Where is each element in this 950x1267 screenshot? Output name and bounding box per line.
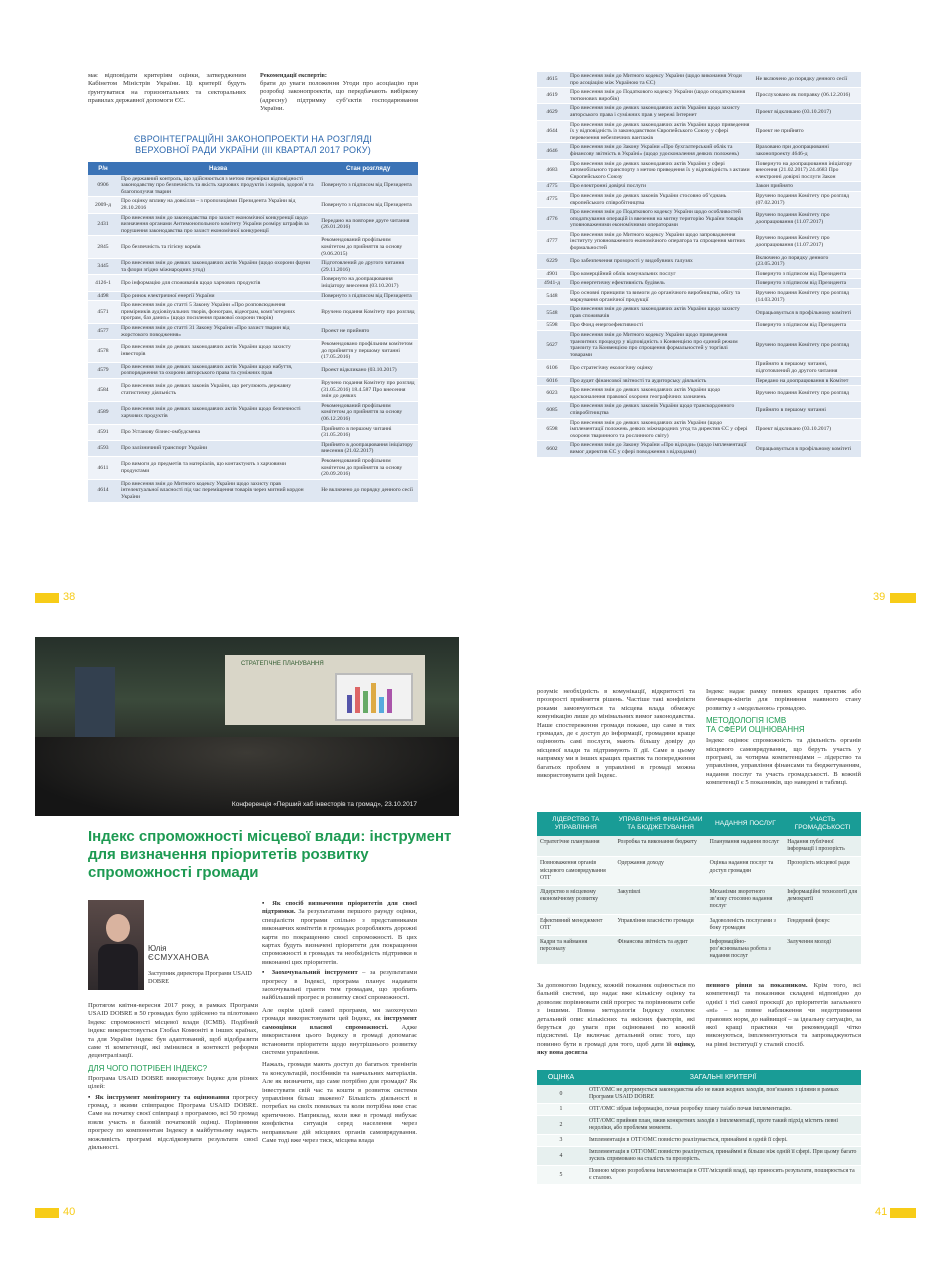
table-row bbox=[88, 457, 418, 480]
bill-title: Про основні принципи та вимоги до органічного виробництва, обігу та маркування органічної продукції bbox=[567, 289, 753, 305]
bill-status: Вручено подання Комітету про розгляд bbox=[318, 301, 418, 324]
table-row bbox=[88, 259, 418, 275]
article-title: Індекс спроможності місцевої влади: інструмент для визначення пріоритетів розвитку спроможності громади bbox=[88, 828, 452, 881]
bill-status: Рекомендований профільним комітетом до прийняття за основу (9.06.2015) bbox=[318, 236, 418, 259]
bill-number: 4579 bbox=[88, 362, 118, 378]
bill-title: Про стратегічну екологічну оцінку bbox=[567, 360, 753, 376]
bill-number: 4615 bbox=[537, 72, 567, 88]
matrix-header-finance: УПРАВЛІННЯ ФІНАНСАМИ ТА БЮДЖЕТУВАННЯ bbox=[618, 816, 703, 831]
bill-number: 6106 bbox=[537, 360, 567, 376]
table-row bbox=[88, 323, 418, 339]
bill-number: 4126-1 bbox=[88, 275, 118, 291]
bill-title: Про інформацію для споживачів щодо харчових продуктів bbox=[118, 275, 318, 291]
author-first-name: Юлія bbox=[148, 944, 167, 953]
bill-title: Про внесення змін до Податкового кодексу України щодо особливостей оподаткування операцій із ввезення на митну територію України товарів уповноваженими економічними операторами bbox=[567, 208, 753, 231]
bill-number: 2845 bbox=[88, 236, 118, 259]
table-row bbox=[537, 88, 861, 104]
score-cell: 0 bbox=[537, 1085, 585, 1104]
leadership-cell: Кадри та наймання персоналу bbox=[537, 936, 614, 965]
table-row bbox=[537, 418, 861, 441]
bill-status: Проект відкликано (03.10.2017) bbox=[318, 362, 418, 378]
table-row bbox=[537, 279, 861, 289]
para2-tail: Адже використання цього Індексу в громаді допомагає встановити пріоритети щодо внутрішнього розвитку системи управління. bbox=[262, 1023, 417, 1056]
bill-title: Про внесення змін до деяких законодавчих актів України щодо захисту прав споживачів bbox=[567, 305, 753, 321]
table-row bbox=[537, 289, 861, 305]
page-40-col2 bbox=[262, 900, 417, 1145]
bill-status: Повернуто з підписом від Президента bbox=[318, 175, 418, 197]
bill-status: Прийнято в першому читанні (31.05.2016) bbox=[318, 424, 418, 440]
finance-cell: Фінансова звітність та аудит bbox=[614, 936, 706, 965]
bill-status: Опрацьовується в профільному комітеті bbox=[753, 305, 861, 321]
bill-number: 5448 bbox=[537, 289, 567, 305]
bill-status: Вручено подання Комітету про доопрацювання (11.07.2017) bbox=[753, 208, 861, 231]
bill-title: Про забезпечення прозорості у видобувних галузях bbox=[567, 253, 753, 269]
competencies-table bbox=[537, 812, 861, 965]
bill-title: Про аудит фінансової звітності та аудиторську діяльність bbox=[567, 376, 753, 386]
bills-table-left-body bbox=[88, 175, 418, 502]
table-row bbox=[537, 104, 861, 120]
bill-title: Про внесення змін до деяких законів України щодо транскордонного співробітництва bbox=[567, 402, 753, 418]
bill-title: Про оцінку впливу на довкілля – з пропозиціями Президента України від 28.10.2016 bbox=[118, 197, 318, 213]
subhead-why-index: ДЛЯ ЧОГО ПОТРІБЕН ІНДЕКС? bbox=[88, 1063, 208, 1073]
intro-text: має відповідати критеріям оцінки, затвердженим Кабінетом Міністрів України. Ці критерії будуть ґрунтуватися на горизонтальних та секторальних правилах державної допомоги ЄС. bbox=[88, 72, 246, 105]
bill-number: 4614 bbox=[88, 479, 118, 502]
participation-cell: Інформаційні технології для демократії bbox=[784, 886, 861, 915]
criteria-table-body bbox=[537, 1085, 861, 1185]
bill-title: Про внесення змін до Митного кодексу України щодо захисту прав інтелектуальної власності під час переміщення товарів через митний кордон України bbox=[118, 479, 318, 502]
bill-title: Про електронні довірчі послуги bbox=[567, 182, 753, 192]
bill-number: 4646 bbox=[537, 143, 567, 159]
page-40-body bbox=[88, 900, 258, 1153]
services-cell: Оцінка надання послуг та доступ громадян bbox=[707, 857, 785, 886]
bill-number: 4619 bbox=[537, 88, 567, 104]
bill-title: Про вимоги до предметів та матеріалів, що контактують з харчовими продуктами bbox=[118, 457, 318, 480]
page-number-40: 40 bbox=[63, 1206, 76, 1218]
bill-number: 4683 bbox=[537, 159, 567, 182]
bill-status: Включено до порядку денного (23.05.2017) bbox=[753, 253, 861, 269]
bill-status: Прийнято в доопрацювання ініціатору внесення (21.02.2017) bbox=[318, 440, 418, 456]
bill-number: 2009-д bbox=[88, 197, 118, 213]
criteria-cell: ОТГ/ОМС зібрав інформацію, почав розробку плану та/або почав імплементацію. bbox=[585, 1104, 861, 1116]
bill-title: Про комерційний облік комунальних послуг bbox=[567, 269, 753, 279]
conference-photo bbox=[35, 637, 459, 816]
bill-status: Повернуто з підписом від Президента bbox=[753, 279, 861, 289]
bill-status: Опрацьовується в профільному комітеті bbox=[753, 441, 861, 457]
bill-status: Вручено подання Комітету про розгляд (14.03.2017) bbox=[753, 289, 861, 305]
bill-title: Про внесення змін до деяких законодавчих актів України щодо захисту авторського права і суміжних прав у мережі Інтернет bbox=[567, 104, 753, 120]
bill-title: Про внесення змін до Закону України «Про бухгалтерський облік та фінансову звітність в Україні» (щодо удосконалення деяких положень) bbox=[567, 143, 753, 159]
criteria-table-wrap bbox=[537, 1070, 861, 1185]
bill-status: Прийнято в першому читанні bbox=[753, 402, 861, 418]
side-screen bbox=[75, 667, 115, 747]
bill-number: 4498 bbox=[88, 291, 118, 301]
participation-cell: Гендерний фокус bbox=[784, 914, 861, 935]
criteria-header-score: ОЦІНКА bbox=[547, 1074, 575, 1081]
table-row bbox=[537, 360, 861, 376]
bill-status: Вручено подання Комітету про розгляд (07.02.2017) bbox=[753, 191, 861, 207]
bill-number: 4584 bbox=[88, 379, 118, 402]
bill-title: Про залізничний транспорт України bbox=[118, 440, 318, 456]
bill-title: Про внесення змін до Митного кодексу України щодо запровадження інституту уповноваженого економічного оператора та спрощення митних формальностей bbox=[567, 230, 753, 253]
bill-status: Рекомендовано профільним комітетом до прийняття у першому читанні (17.05.2016) bbox=[318, 340, 418, 363]
services-cell: Планування надання послуг bbox=[707, 836, 785, 857]
bill-number: 4901 bbox=[537, 269, 567, 279]
finance-cell: Одержання доходу bbox=[614, 857, 706, 886]
bill-title: Про внесення змін до Митного кодексу України щодо приведення транзитних процедур у відповідність з Конвенцією про єдиний режим транзиту та Конвенцією про спрощення формальностей у торгівлі товарами bbox=[567, 331, 753, 360]
bill-title: Про внесення змін до Податкового кодексу України (щодо оподаткування тютюнових виробів) bbox=[567, 88, 753, 104]
paragraph-trainings: Нажаль, громади мають доступ до багатьох тренінгів та консультацій, посібників та навчальних матеріалів. Але як визначити, що саме потрібно для громади? Як інвестувати свій час та кошти в розвиток системи управління більш зважено? Більшість діяльності в потребах на своїх помилках та коли потрібна вже стає критичною. Наприклад, коли вже в громаді вибухає конфліктна ситуація серед населення через неправильне дій місцевих органів самоврядування. Саме тоді вже через тиск, місцева влада bbox=[262, 1061, 417, 1144]
bill-number: 4591 bbox=[88, 424, 118, 440]
matrix-header-services: НАДАННЯ ПОСЛУГ bbox=[714, 820, 776, 827]
bill-status: Повернуто з підписом від Президента bbox=[318, 197, 418, 213]
bill-status: Передано на доопрацювання в Комітет bbox=[753, 376, 861, 386]
table-row bbox=[537, 159, 861, 182]
table-row bbox=[88, 275, 418, 291]
bill-status: Повернуто з підписом від Президента bbox=[753, 321, 861, 331]
author-last-name: ЄСМУХАНОВА bbox=[148, 953, 210, 962]
table-row bbox=[537, 1135, 861, 1147]
participation-cell: Залучення молоді bbox=[784, 936, 861, 965]
stage-banner-text: СТРАТЕГІЧНЕ ПЛАНУВАННЯ bbox=[241, 661, 324, 667]
participation-cell: Надання публічної інформації і прозорість bbox=[784, 836, 861, 857]
bill-number: 4775 bbox=[537, 191, 567, 207]
table-row bbox=[88, 424, 418, 440]
bill-title: Про внесення змін до законодавства про захист економічної конкуренції щодо визначення органами Антимонопольного комітету України розміру штрафів за порушення законодавства про захист економічної конкуренції bbox=[118, 213, 318, 236]
participation-cell: Прозорість місцевої ради bbox=[784, 857, 861, 886]
table-row bbox=[537, 1166, 861, 1185]
recommendations-title: Рекомендації експертів: bbox=[260, 72, 327, 79]
table-row bbox=[88, 379, 418, 402]
criteria-cell: Імплементація в ОТГ/ОМС повністю реалізувається, принаймні в одній її сфері. bbox=[585, 1135, 861, 1147]
scale-text-left bbox=[537, 982, 695, 1058]
table-row bbox=[88, 301, 418, 324]
scale-text-right bbox=[706, 982, 861, 1058]
leadership-cell: Повноваження органів місцевого самоврядування ОТГ bbox=[537, 857, 614, 886]
bullet-priorities-bold: Як спосіб визначення пріоритетів для своєї підтримки. bbox=[262, 900, 417, 916]
photo-caption: Конференція «Перший хаб інвесторів та громад», 23.10.2017 bbox=[231, 801, 417, 808]
table-row bbox=[537, 230, 861, 253]
bill-status: Вручено подання Комітету про розгляд (31.05.2016) 18.4.587 Про внесення змін до деяких bbox=[318, 379, 418, 402]
bill-title: Про внесення змін до статті 5 Закону України «Про розповсюдження примірників аудіовізуальних творів, фонограм, відеограм, комп’ютерних програм, баз даних» (щодо посилення правової охорони творів) bbox=[118, 301, 318, 324]
bullet-monitoring-bold: Як інструмент моніторингу та оцінювання bbox=[95, 1093, 230, 1101]
col-header-status: Стан розгляду bbox=[318, 162, 418, 175]
paragraph-communication: розуміє необхідність в комунікації, відкритості та прозорості прийняття рішень. Частіше такі конфлікти роками замовчуються та місцева влада обмежує комунікацію лише до мінімальних вимог законодавства. Наше спостереження громади покаже, що саме в тих громадах, де є доступ до інформації, громадяни краще оцінюють самі послуги, мають більшу довіру до місцевої влади та підтримують її дії. Саме в цьому напрямку ми в інших кращих практик та попередження багатьох проблем в управлінні в громаді можна використовувати цей Індекс. bbox=[537, 688, 695, 780]
bill-title: Про безпечність та гігієну кормів bbox=[118, 236, 318, 259]
table-row bbox=[537, 376, 861, 386]
table-row bbox=[88, 440, 418, 456]
table-row bbox=[537, 857, 861, 886]
bill-number: 6023 bbox=[537, 386, 567, 402]
table-row bbox=[537, 1116, 861, 1135]
table-row bbox=[537, 1085, 861, 1104]
table-row bbox=[537, 936, 861, 965]
table-row bbox=[537, 1104, 861, 1116]
bullet-priorities-text: За результатами першого раунду оцінки, спеціалісти програми спільно з представниками виконавчих комітетів в громадах розробляють дорожні карти по покращенню своєї спроможності. В цих картах будуть визначені пріоритети для покращення спроможності в громадах та необхідність підтримки в виконанні цих пріоритетів. bbox=[262, 908, 417, 966]
bill-number: 4941-д bbox=[537, 279, 567, 289]
bill-status: Повернуто на доопрацювання ініціатору внесення (03.10.2017) bbox=[318, 275, 418, 291]
bill-title: Про внесення змін до деяких законодавчих актів України у сфері автомобільного транспорту з метою приведення їх у відповідність з актами Європейського Союзу bbox=[567, 159, 753, 182]
table-row bbox=[537, 269, 861, 279]
bill-number: 4776 bbox=[537, 208, 567, 231]
bullet-priorities bbox=[262, 900, 417, 967]
article-lead: Протягом квітня-вересня 2017 року, в рамках Програми USAID DOBRE в 50 громадах було здійснено та пілотовано Індекс спроможності місцевої влади (ICMB). Подібний індекс використовується Глобал Комюніті в інших країнах, та для України індекс був адаптований, щоб відобразити саме ті компетенції, які змінилися в контексті реформи децентралізації. bbox=[88, 1002, 258, 1060]
paragraph-self-assessment bbox=[262, 1007, 417, 1057]
score-cell: 1 bbox=[537, 1104, 585, 1116]
table-row bbox=[537, 402, 861, 418]
table-row bbox=[537, 1147, 861, 1166]
bill-title: Про внесення змін до деяких законів України стосовно об’єднань європейського співробітництва bbox=[567, 191, 753, 207]
bill-number: 4578 bbox=[88, 340, 118, 363]
page-39 bbox=[537, 72, 861, 458]
bill-status: Прослуховано як поправку (06.12.2016) bbox=[753, 88, 861, 104]
bill-title: Про енергетичну ефективність будівель bbox=[567, 279, 753, 289]
bill-title: Про Установу бізнес-омбудсмена bbox=[118, 424, 318, 440]
bill-title: Про внесення змін до деяких законодавчих актів України щодо захисту інвесторів bbox=[118, 340, 318, 363]
bills-table-right bbox=[537, 72, 861, 458]
bill-title: Про внесення змін до деяких законодавчих актів України щодо безпечності харчових продуктів bbox=[118, 401, 318, 424]
bill-status: Вручено подання Комітету про доопрацювання (11.07.2017) bbox=[753, 230, 861, 253]
criteria-header-criteria: ЗАГАЛЬНІ КРИТЕРІЇ bbox=[689, 1074, 757, 1081]
paragraph-benchmark: Індекс надає рамку певних кращих практик або бенчмарк-кінгів для порівняння наявного стану розвитку з «модельною» громадою. bbox=[706, 688, 861, 712]
table-row bbox=[537, 321, 861, 331]
bill-number: 6016 bbox=[537, 376, 567, 386]
bill-title: Про внесення змін до деяких законодавчих актів України (щодо імплементації положень деяких міжнародних угод та директив ЄС у сфері охорони тваринного та рослинного світу) bbox=[567, 418, 753, 441]
bill-title: Про Фонд енергоефективності bbox=[567, 321, 753, 331]
criteria-cell: Повною мірою розроблена імплементація в ОТГ/місцевій владі, що приносить результати, поширюється та є сталою. bbox=[585, 1166, 861, 1185]
bullet-incentive bbox=[262, 969, 417, 1003]
table-row bbox=[537, 143, 861, 159]
table-row bbox=[537, 836, 861, 857]
table-row bbox=[88, 291, 418, 301]
bill-number: 4775 bbox=[537, 182, 567, 192]
services-cell: Механізми зворотного зв’язку стосовно надання послуг bbox=[707, 886, 785, 915]
col-header-number: Р/н bbox=[88, 162, 118, 175]
bill-status: Повернуто з підписом від Президента bbox=[753, 269, 861, 279]
bill-number: 4611 bbox=[88, 457, 118, 480]
bill-number: 3445 bbox=[88, 259, 118, 275]
table-row bbox=[537, 441, 861, 457]
bill-title: Про внесення змін до деяких законодавчих актів України (щодо охорони фауни та флори згідно міжнародних угод) bbox=[118, 259, 318, 275]
table-row bbox=[88, 401, 418, 424]
bill-status: Закон прийнято bbox=[753, 182, 861, 192]
bill-number: 4777 bbox=[537, 230, 567, 253]
scale-left-text: За допомогою Індексу, кожній показник оцінюється по бальній системі, що надає вже кількісну оцінку та дозволяє порівнювати свій прогрес та порівнювати себе з іншими. Повна методологія Індексу охоплює детальний опис кількісних та якісних факторів, які беруться до уваги при оцінюванні по кожній підсистемі. Це включає детальний опис того, що повинно бути в громаді для того, щоб дати їй bbox=[537, 982, 695, 1048]
bill-title: Про державний контроль, що здійснюється з метою перевірки відповідності законодавству про безпечність та якість харчових продуктів і кормів, здоров’я та благополуччя тварин bbox=[118, 175, 318, 197]
criteria-cell: ОТГ/ОМС прийняв план, вжив конкретних заходів з імплементації, проте такий підхід містить певні недоліки, або проблеми моменти. bbox=[585, 1116, 861, 1135]
bill-status: Вручено подання Комітету про розгляд bbox=[753, 386, 861, 402]
criteria-cell: ОТГ/ОМС не дотримується законодавства або не вжив жодних заходів, пов’язаних з цілями в рамках Програми USAID DOBRE bbox=[585, 1085, 861, 1104]
table-row bbox=[88, 213, 418, 236]
bill-title: Про внесення змін до Митного кодексу України (щодо виконання Угоди про асоціацію між Україною та ЄС) bbox=[567, 72, 753, 88]
scale-right-text: Крім того, всі компетенції та показники складені відповідно до однієї і тієї самої проєкції до пріоритетів загального «ні» – за повне наближення чи недотримання правових норм, до найвищої – за ідеальну ситуацію, за якої кращі практики чи рекомендації чітко виконуються, імплементуються та запроваджуються на рівні інституції у сталий спосіб. bbox=[706, 982, 861, 1048]
bill-title: Про внесення змін до деяких законів України, що регулюють державну статистичну діяльність bbox=[118, 379, 318, 402]
table-row bbox=[88, 340, 418, 363]
services-cell: Задоволеність послугами з боку громадян bbox=[707, 914, 785, 935]
finance-cell: Управління власністю громади bbox=[614, 914, 706, 935]
finance-cell: Закупівлі bbox=[614, 886, 706, 915]
bill-status: Вручено подання Комітету про розгляд bbox=[753, 331, 861, 360]
para2-text: Але окрім цілей самої програми, ми заохочуємо громади використовувати цей Індекс, як bbox=[262, 1006, 417, 1023]
score-cell: 3 bbox=[537, 1135, 585, 1147]
bill-status: Проект відкликано (03.10.2017) bbox=[753, 104, 861, 120]
bill-number: 0906 bbox=[88, 175, 118, 197]
bill-status: Проект відкликано (03.10.2017) bbox=[753, 418, 861, 441]
competencies-table-wrap bbox=[537, 812, 861, 965]
bill-number: 5548 bbox=[537, 305, 567, 321]
score-cell: 4 bbox=[537, 1147, 585, 1166]
bullet-incentive-bold: Заохочувальний інструмент bbox=[271, 969, 358, 977]
bill-number: 4629 bbox=[537, 104, 567, 120]
bill-number: 6229 bbox=[537, 253, 567, 269]
bill-status: Проект не прийнято bbox=[318, 323, 418, 339]
methodology-title-2: ТА СФЕРИ ОЦІНЮВАННЯ bbox=[706, 725, 805, 735]
bill-status: Проект не прийнято bbox=[753, 120, 861, 143]
competencies-table-body bbox=[537, 836, 861, 964]
page-38 bbox=[88, 72, 418, 503]
bullet-monitoring bbox=[88, 1094, 258, 1153]
bill-number: 4593 bbox=[88, 440, 118, 456]
table-row bbox=[537, 182, 861, 192]
bill-status: Повернуто на доопрацювання ініціатору внесення (21.02.2017) 24.4683 Про електронні довірчі послуги Закон bbox=[753, 159, 861, 182]
table-row bbox=[537, 386, 861, 402]
bill-title: Про внесення змін до деяких законодавчих актів України щодо вдосконалення правової охорони географічних зазначень bbox=[567, 386, 753, 402]
table-row bbox=[537, 208, 861, 231]
table-row bbox=[88, 236, 418, 259]
table-row bbox=[88, 479, 418, 502]
bill-number: 4644 bbox=[537, 120, 567, 143]
table-row bbox=[537, 72, 861, 88]
bill-status: Рекомендований профільним комітетом до прийняття за основу (06.12.2016) bbox=[318, 401, 418, 424]
bullet-monitoring-text: прогресу громад, з якими співпрацює Програма USAID DOBRE. Саме на початку своєї співпраці з програмою, всі 50 громад взяли участь в базовій початковій оцінці. Порівняння прогресу по компонентам Індексу в майбутньому надасть можливість програмі відслідковувати результати своєї діяльності. bbox=[88, 1093, 258, 1152]
bill-title: Про ринок електричної енергії України bbox=[118, 291, 318, 301]
finance-cell: Розробка та виконання бюджету bbox=[614, 836, 706, 857]
scale-right-bold: певного рівня за показником. bbox=[706, 982, 808, 989]
author-role: Заступник директора Програми USAID DOBRE bbox=[148, 970, 252, 985]
paragraph-purposes: Програма USAID DOBRE використовує Індекс для різних цілей: bbox=[88, 1074, 258, 1091]
page-number-bar-41 bbox=[890, 1208, 916, 1218]
bill-title: Про внесення змін до Закону України «Про відходи» (щодо імплементації вимог директив ЄС у сфері поводження з відходами) bbox=[567, 441, 753, 457]
leadership-cell: Лідерство в місцевому економічному розвитку bbox=[537, 886, 614, 915]
table-row bbox=[88, 197, 418, 213]
bills-table-left bbox=[88, 162, 418, 503]
table-row bbox=[88, 175, 418, 197]
table-row bbox=[537, 914, 861, 935]
bullet-incentive-text: – за результатами прогресу в Індексі, програма планує надавати заохочувальні гранти тим громадам, що зроблять найбільший прогрес в розвитку своєї спроможності. bbox=[262, 969, 417, 1002]
projection-screen bbox=[335, 673, 413, 721]
section-title: ЄВРОІНТЕГРАЦІЙНІ ЗАКОНОПРОЕКТИ НА РОЗГЛЯДІ ВЕРХОВНОЇ РАДИ УКРАЇНИ (ІІІ КВАРТАЛ 2017 РОКУ) bbox=[133, 133, 373, 155]
page-41-col2 bbox=[706, 688, 861, 788]
score-cell: 2 bbox=[537, 1116, 585, 1135]
page-41-scale-text bbox=[537, 982, 861, 1058]
bill-status: Повернуто з підписом від Президента bbox=[318, 291, 418, 301]
bill-number: 5598 bbox=[537, 321, 567, 331]
bill-status: Враховано при доопрацюванні законопроекту 4646-д bbox=[753, 143, 861, 159]
leadership-cell: Ефективний менеджмент ОТГ bbox=[537, 914, 614, 935]
bills-table-right-body bbox=[537, 72, 861, 457]
table-row bbox=[537, 886, 861, 915]
bill-status: Рекомендований профільним комітетом до прийняття за основу (20.09.2016) bbox=[318, 457, 418, 480]
criteria-table bbox=[537, 1070, 861, 1185]
criteria-cell: Імплементація в ОТГ/ОМС повністю реалізується, принаймні в більше ніж одній її сфері. При цьому багато зусиль спрямовано на сталість та прозорість. bbox=[585, 1147, 861, 1166]
table-row bbox=[537, 331, 861, 360]
para2-bold: інструмент самооцінки власної спроможності. bbox=[262, 1015, 417, 1031]
table-row bbox=[537, 120, 861, 143]
scale-left-bold: оцінку, яку вона досягла bbox=[537, 1040, 695, 1057]
bill-number: 6598 bbox=[537, 418, 567, 441]
bill-title: Про внесення змін до деяких законодавчих актів України щодо приведення їх у відповідність із законодавством Європейського Союзу у сфері перевезення небезпечних вантажів bbox=[567, 120, 753, 143]
bill-number: 4577 bbox=[88, 323, 118, 339]
bill-title: Про внесення змін до статті 31 Закону України «Про захист тварин від жорстокого поводження» bbox=[118, 323, 318, 339]
page-41-col1 bbox=[537, 688, 695, 780]
bill-status: Підготовлений до другого читання (29.11.2016) bbox=[318, 259, 418, 275]
page-number-39: 39 bbox=[873, 591, 886, 603]
table-row bbox=[537, 253, 861, 269]
methodology-text: Індекс оцінює спроможність та діяльність органів місцевого самоврядування, що беруть участь у програмі, за чотирма компетенціями – лідерство та управління, управління фінансами та бюджетуванням, надання послуг та участь громадськості. В кожній компетенції є 5 показників, що наведені в таблиці. bbox=[706, 737, 861, 787]
author-photo bbox=[88, 900, 144, 990]
matrix-header-participation: УЧАСТЬ ГРОМАДСЬКОСТІ bbox=[794, 816, 851, 831]
page-number-38: 38 bbox=[63, 591, 76, 603]
bill-number: 4589 bbox=[88, 401, 118, 424]
bill-title: Про внесення змін до деяких законодавчих актів України щодо набуття, розпорядження та охорони авторського права та суміжних прав bbox=[118, 362, 318, 378]
bill-status: Не включено до порядку денного сесії bbox=[753, 72, 861, 88]
bill-status: Не включено до порядку денного сесії bbox=[318, 479, 418, 502]
bill-status: Прийнято в першому читанні, підготовлений до другого читання bbox=[753, 360, 861, 376]
score-cell: 5 bbox=[537, 1166, 585, 1185]
matrix-header-leadership: ЛІДЕРСТВО ТА УПРАВЛІННЯ bbox=[552, 816, 600, 831]
recommendations-text: брати до уваги положення Угоди про асоціацію при розробці законопроектів, що передбачають вибіркову (адресну) підтримку суб’єктів господарювання України. bbox=[260, 80, 418, 113]
leadership-cell: Стратегічне планування bbox=[537, 836, 614, 857]
col-header-title: Назва bbox=[118, 162, 318, 175]
table-row bbox=[88, 362, 418, 378]
bill-status: Передано на повторне друге читання (26.01.2016) bbox=[318, 213, 418, 236]
page-number-bar-40 bbox=[35, 1208, 59, 1218]
bill-number: 6085 bbox=[537, 402, 567, 418]
bill-number: 4571 bbox=[88, 301, 118, 324]
bill-number: 2431 bbox=[88, 213, 118, 236]
page-number-bar-right bbox=[890, 593, 916, 603]
page-number-41: 41 bbox=[875, 1206, 888, 1218]
services-cell: Інформаційно-роз’яснювальна робота з надання послуг bbox=[707, 936, 785, 965]
bill-number: 5627 bbox=[537, 331, 567, 360]
page-number-bar-left bbox=[35, 593, 59, 603]
methodology-title-1: МЕТОДОЛОГІЯ ICMB bbox=[706, 716, 787, 726]
bill-number: 6602 bbox=[537, 441, 567, 457]
table-row bbox=[537, 305, 861, 321]
table-row bbox=[537, 191, 861, 207]
